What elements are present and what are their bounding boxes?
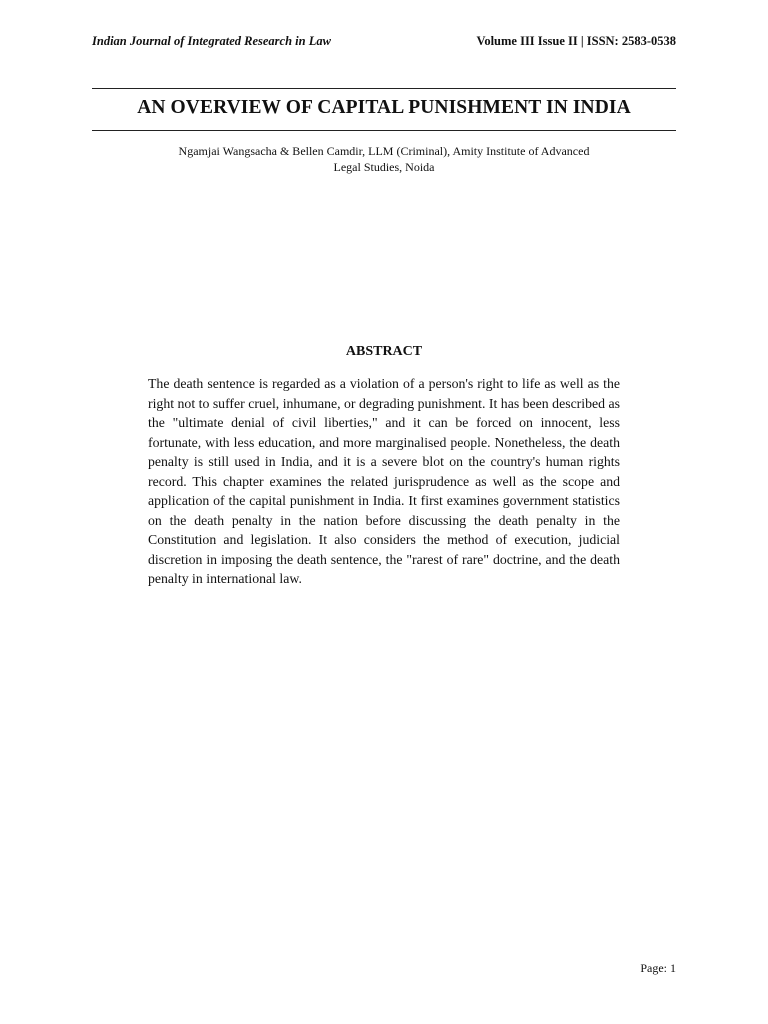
author-line-2: Legal Studies, Noida bbox=[333, 160, 435, 174]
title-bottom-rule bbox=[92, 130, 676, 131]
page-number: Page: 1 bbox=[640, 961, 676, 975]
article-title: AN OVERVIEW OF CAPITAL PUNISHMENT IN INDIA bbox=[137, 97, 631, 118]
abstract-text: The death sentence is regarded as a violation of a person's right to life as well as the right not to suffer cruel, inhumane, or degrading punishment. It has been described as the "ultimate denial of civil liberties," and it can be forced on innocent, less fortunate, with less education, and more marginalised people. Nonetheless, the death penalty is still used in India, and it is a severe blot on the country's human rights record. This chapter examines the related jurisprudence as well as the scope and application of the capital punishment in India. It first examines government statistics on the death penalty in the nation before discussing the death penalty in the Constitution and legislation. It also considers the method of execution, judicial discretion in imposing the death sentence, the "rarest of rare" doctrine, and the death penalty in international law. bbox=[148, 376, 620, 586]
journal-name: Indian Journal of Integrated Research in Law bbox=[92, 34, 331, 48]
abstract-heading: ABSTRACT bbox=[345, 344, 423, 359]
title-top-rule bbox=[92, 88, 676, 89]
running-header bbox=[92, 34, 676, 52]
volume-issn-info: Volume III Issue II | ISSN: 2583-0538 bbox=[476, 34, 676, 48]
author-line-1: Ngamjai Wangsacha & Bellen Camdir, LLM (Criminal), Amity Institute of Advanced bbox=[178, 144, 590, 158]
author-affiliation bbox=[140, 143, 628, 175]
